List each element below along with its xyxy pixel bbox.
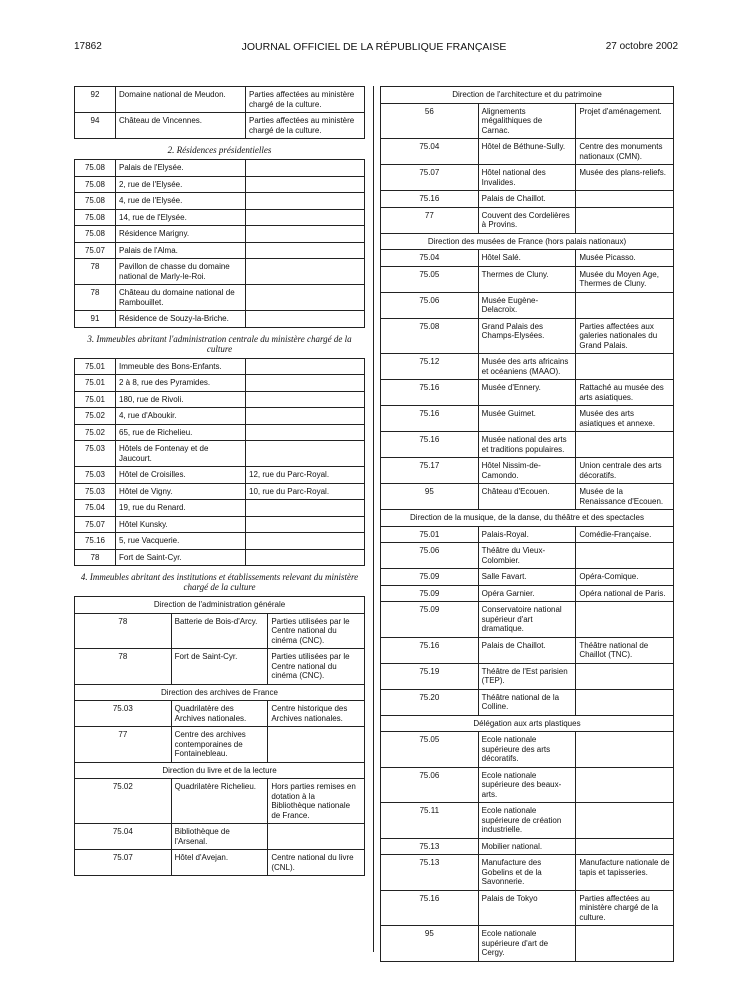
table-row <box>75 441 365 467</box>
dept-code-cell: 75.08 <box>75 193 116 210</box>
table-row <box>75 176 365 193</box>
right-column <box>380 86 674 962</box>
building-name-cell: 2 à 8, rue des Pyramides. <box>116 375 246 392</box>
assignment-cell: Musée Picasso. <box>576 250 674 267</box>
subsection-header: Direction des archives de France <box>75 684 365 701</box>
assignment-cell: Hors parties remises en dotation à la Bibliothèque nationale de France. <box>268 779 365 824</box>
dept-code-cell: 75.07 <box>75 850 172 876</box>
building-name-cell: Hôtel Nissim-de-Camondo. <box>478 458 576 484</box>
table-row <box>381 318 674 354</box>
table-row <box>75 242 365 259</box>
assignment-cell: Musée des plans-reliefs. <box>576 165 674 191</box>
dept-code-cell: 75.02 <box>75 424 116 441</box>
building-name-cell: Couvent des Cordelières à Provins. <box>478 207 576 233</box>
assignment-cell <box>246 285 365 311</box>
building-name-cell: Palais de l'Elysée. <box>116 160 246 177</box>
building-name-cell: Ecole nationale supérieure d'art de Cergy. <box>478 926 576 962</box>
building-name-cell: 65, rue de Richelieu. <box>116 424 246 441</box>
dept-code-cell: 75.09 <box>381 602 479 638</box>
table-row <box>381 458 674 484</box>
dept-code-cell: 75.16 <box>381 432 479 458</box>
table-row <box>381 543 674 569</box>
building-name-cell: 4, rue d'Aboukir. <box>116 408 246 425</box>
table-row <box>381 838 674 855</box>
dept-code-cell: 75.08 <box>75 160 116 177</box>
building-name-cell: Mobilier national. <box>478 838 576 855</box>
assignment-cell <box>576 663 674 689</box>
section-title-4: 4. Immeubles abritant des institutions et établissements relevant du ministère chargé de la culture <box>80 572 359 592</box>
table-row <box>381 292 674 318</box>
table-row <box>75 209 365 226</box>
page-number: 17862 <box>74 41 102 52</box>
building-name-cell: 19, rue du Renard. <box>116 500 246 517</box>
dept-code-cell: 78 <box>75 649 172 685</box>
dept-code-cell: 75.19 <box>381 663 479 689</box>
dept-code-cell: 75.06 <box>381 292 479 318</box>
building-name-cell: Musée Eugène-Delacroix. <box>478 292 576 318</box>
table-row <box>75 483 365 500</box>
assignment-cell <box>246 516 365 533</box>
assignment-cell: Parties affectées au ministère chargé de la culture. <box>246 113 365 139</box>
assignment-cell <box>576 926 674 962</box>
left-column <box>74 86 365 876</box>
table-row <box>75 613 365 649</box>
dept-code-cell: 77 <box>381 207 479 233</box>
table-row <box>75 285 365 311</box>
assignment-cell <box>576 191 674 208</box>
assignment-cell: Parties affectées au ministère chargé de la culture. <box>246 87 365 113</box>
dept-code-cell: 75.03 <box>75 701 172 727</box>
table-row <box>75 113 365 139</box>
building-name-cell: Hôtels de Fontenay et de Jaucourt. <box>116 441 246 467</box>
dept-code-cell: 75.16 <box>381 380 479 406</box>
assignment-cell: Union centrale des arts décoratifs. <box>576 458 674 484</box>
table-row <box>75 701 365 727</box>
building-name-cell: Domaine national de Meudon. <box>116 87 246 113</box>
dept-code-cell: 75.13 <box>381 838 479 855</box>
dept-code-cell: 92 <box>75 87 116 113</box>
table-row <box>75 727 365 763</box>
dept-code-cell: 75.17 <box>381 458 479 484</box>
assignment-cell <box>576 292 674 318</box>
table-row <box>75 424 365 441</box>
assignment-cell: 12, rue du Parc-Royal. <box>246 467 365 484</box>
building-name-cell: Théâtre de l'Est parisien (TEP). <box>478 663 576 689</box>
subsection-header: Direction de la musique, de la danse, du théâtre et des spectacles <box>381 510 674 527</box>
assignment-cell <box>246 500 365 517</box>
assignment-cell <box>246 176 365 193</box>
dept-code-cell: 75.09 <box>381 585 479 602</box>
dept-code-cell: 75.08 <box>75 226 116 243</box>
building-name-cell: Grand Palais des Champs-Elysées. <box>478 318 576 354</box>
assignment-cell: Rattaché au musée des arts asiatiques. <box>576 380 674 406</box>
building-name-cell: Musée Guimet. <box>478 406 576 432</box>
table-row <box>381 484 674 510</box>
table-row <box>381 139 674 165</box>
dept-code-cell: 75.02 <box>75 408 116 425</box>
table-row <box>75 358 365 375</box>
dept-code-cell: 78 <box>75 285 116 311</box>
table-row <box>75 533 365 550</box>
table-row <box>75 516 365 533</box>
dept-code-cell: 75.06 <box>381 767 479 803</box>
assignment-cell <box>246 160 365 177</box>
table-row <box>381 732 674 768</box>
dept-code-cell: 75.08 <box>75 209 116 226</box>
table-row <box>75 850 365 876</box>
building-name-cell: Musée national des arts et traditions populaires. <box>478 432 576 458</box>
building-name-cell: Palais de Tokyo <box>478 890 576 926</box>
table-row <box>381 165 674 191</box>
dept-code-cell: 75.02 <box>75 779 172 824</box>
dept-code-cell: 75.08 <box>381 318 479 354</box>
assignment-cell: Opéra-Comique. <box>576 569 674 586</box>
assignment-cell: Musée du Moyen Age, Thermes de Cluny. <box>576 266 674 292</box>
building-name-cell: Théâtre du Vieux-Colombier. <box>478 543 576 569</box>
table-row <box>75 160 365 177</box>
building-name-cell: Pavillon de chasse du domaine national de Marly-le-Roi. <box>116 259 246 285</box>
building-name-cell: Centre des archives contemporaines de Fontainebleau. <box>171 727 268 763</box>
dept-code-cell: 75.16 <box>381 191 479 208</box>
dept-code-cell: 75.04 <box>75 500 116 517</box>
dept-code-cell: 78 <box>75 549 116 566</box>
dept-code-cell: 75.01 <box>75 358 116 375</box>
building-name-cell: Hôtel national des Invalides. <box>478 165 576 191</box>
building-name-cell: Hôtel Kunsky. <box>116 516 246 533</box>
assignment-cell: Musée des arts asiatiques et annexe. <box>576 406 674 432</box>
dept-code-cell: 75.03 <box>75 483 116 500</box>
building-name-cell: Fort de Saint-Cyr. <box>116 549 246 566</box>
building-name-cell: Hôtel Salé. <box>478 250 576 267</box>
assignment-cell <box>576 732 674 768</box>
building-name-cell: Ecole nationale supérieure des arts décoratifs. <box>478 732 576 768</box>
assignment-cell: Parties utilisées par le Centre national du cinéma (CNC). <box>268 613 365 649</box>
dept-code-cell: 75.13 <box>381 855 479 891</box>
table-row <box>75 311 365 328</box>
building-name-cell: Hôtel de Croisilles. <box>116 467 246 484</box>
assignment-cell <box>576 602 674 638</box>
table-directions <box>380 86 674 962</box>
table-row <box>381 207 674 233</box>
building-name-cell: 180, rue de Rivoli. <box>116 391 246 408</box>
dept-code-cell: 75.16 <box>381 637 479 663</box>
table-institutions <box>74 596 365 876</box>
dept-code-cell: 75.05 <box>381 266 479 292</box>
assignment-cell <box>576 767 674 803</box>
table-row <box>75 226 365 243</box>
building-name-cell: Ecole nationale supérieure de création industrielle. <box>478 803 576 839</box>
building-name-cell: Bibliothèque de l'Arsenal. <box>171 824 268 850</box>
building-name-cell: Palais de Chaillot. <box>478 191 576 208</box>
table-row <box>75 391 365 408</box>
table-row <box>381 689 674 715</box>
assignment-cell <box>246 391 365 408</box>
dept-code-cell: 75.12 <box>381 354 479 380</box>
dept-code-cell: 75.07 <box>75 516 116 533</box>
assignment-cell: Projet d'aménagement. <box>576 103 674 139</box>
subsection-header: Direction du livre et de la lecture <box>75 762 365 779</box>
building-name-cell: 14, rue de l'Elysée. <box>116 209 246 226</box>
assignment-cell: Opéra national de Paris. <box>576 585 674 602</box>
assignment-cell: Comédie-Française. <box>576 526 674 543</box>
assignment-cell: Manufacture nationale de tapis et tapisseries. <box>576 855 674 891</box>
table-row <box>75 375 365 392</box>
table-row <box>381 526 674 543</box>
dept-code-cell: 95 <box>381 484 479 510</box>
dept-code-cell: 94 <box>75 113 116 139</box>
building-name-cell: Palais de l'Alma. <box>116 242 246 259</box>
assignment-cell <box>576 838 674 855</box>
section-title-2: 2. Résidences présidentielles <box>167 145 272 155</box>
table-row <box>75 500 365 517</box>
table-row <box>381 926 674 962</box>
building-name-cell: Alignements mégalithiques de Carnac. <box>478 103 576 139</box>
building-name-cell: Conservatoire national supérieur d'art dramatique. <box>478 602 576 638</box>
building-name-cell: 5, rue Vacquerie. <box>116 533 246 550</box>
dept-code-cell: 75.01 <box>75 375 116 392</box>
dept-code-cell: 91 <box>75 311 116 328</box>
dept-code-cell: 75.04 <box>75 824 172 850</box>
table-row <box>381 432 674 458</box>
assignment-cell <box>576 543 674 569</box>
assignment-cell <box>576 689 674 715</box>
assignment-cell <box>246 311 365 328</box>
building-name-cell: Fort de Saint-Cyr. <box>171 649 268 685</box>
table-row <box>381 354 674 380</box>
building-name-cell: Ecole nationale supérieure des beaux-arts. <box>478 767 576 803</box>
assignment-cell <box>268 727 365 763</box>
building-name-cell: Quadrilatère des Archives nationales. <box>171 701 268 727</box>
assignment-cell: Musée de la Renaissance d'Ecouen. <box>576 484 674 510</box>
dept-code-cell: 95 <box>381 926 479 962</box>
table-row <box>381 250 674 267</box>
table-row <box>381 602 674 638</box>
table-row <box>381 191 674 208</box>
building-name-cell: Immeuble des Bons-Enfants. <box>116 358 246 375</box>
table-row <box>75 467 365 484</box>
building-name-cell: Château du domaine national de Rambouillet. <box>116 285 246 311</box>
section-title-3: 3. Immeubles abritant l'administration centrale du ministère chargé de la culture <box>87 333 352 354</box>
table-row <box>75 649 365 685</box>
journal-title: JOURNAL OFFICIEL DE LA RÉPUBLIQUE FRANÇAISE <box>241 41 507 53</box>
assignment-cell <box>246 424 365 441</box>
assignment-cell <box>246 549 365 566</box>
issue-date: 27 octobre 2002 <box>605 41 678 52</box>
dept-code-cell: 56 <box>381 103 479 139</box>
table-row <box>381 890 674 926</box>
assignment-cell <box>246 375 365 392</box>
column-divider <box>373 86 374 952</box>
assignment-cell: Centre historique des Archives nationales. <box>268 701 365 727</box>
dept-code-cell: 75.07 <box>381 165 479 191</box>
building-name-cell: Opéra Garnier. <box>478 585 576 602</box>
dept-code-cell: 75.04 <box>381 139 479 165</box>
building-name-cell: Palais-Royal. <box>478 526 576 543</box>
building-name-cell: Salle Favart. <box>478 569 576 586</box>
building-name-cell: Quadrilatère Richelieu. <box>171 779 268 824</box>
assignment-cell <box>246 408 365 425</box>
table-row <box>381 569 674 586</box>
table-administration <box>74 358 365 567</box>
assignment-cell <box>246 358 365 375</box>
building-name-cell: Musée des arts africains et océaniens (MAAO). <box>478 354 576 380</box>
dept-code-cell: 75.11 <box>381 803 479 839</box>
table-row <box>381 663 674 689</box>
assignment-cell <box>246 259 365 285</box>
building-name-cell: 4, rue de l'Elysée. <box>116 193 246 210</box>
building-name-cell: Musée d'Ennery. <box>478 380 576 406</box>
dept-code-cell: 75.16 <box>381 890 479 926</box>
table-residences <box>74 159 365 328</box>
dept-code-cell: 75.01 <box>381 526 479 543</box>
table-row <box>381 767 674 803</box>
assignment-cell <box>576 207 674 233</box>
table-row <box>75 824 365 850</box>
table-row <box>381 855 674 891</box>
table-row <box>75 259 365 285</box>
subsection-header: Direction des musées de France (hors palais nationaux) <box>381 233 674 250</box>
assignment-cell <box>576 354 674 380</box>
assignment-cell <box>246 533 365 550</box>
building-name-cell: Hôtel de Béthune-Sully. <box>478 139 576 165</box>
dept-code-cell: 75.01 <box>75 391 116 408</box>
table-row <box>381 380 674 406</box>
table-domaines <box>74 86 365 139</box>
dept-code-cell: 75.03 <box>75 441 116 467</box>
assignment-cell <box>268 824 365 850</box>
building-name-cell: Théâtre national de la Colline. <box>478 689 576 715</box>
subsection-header: Direction de l'administration générale <box>75 597 365 614</box>
dept-code-cell: 75.05 <box>381 732 479 768</box>
assignment-cell <box>576 803 674 839</box>
building-name-cell: Résidence Marigny. <box>116 226 246 243</box>
dept-code-cell: 75.20 <box>381 689 479 715</box>
dept-code-cell: 75.16 <box>75 533 116 550</box>
table-row <box>381 803 674 839</box>
assignment-cell: Parties utilisées par le Centre national du cinéma (CNC). <box>268 649 365 685</box>
table-row <box>75 549 365 566</box>
dept-code-cell: 75.07 <box>75 242 116 259</box>
dept-code-cell: 75.09 <box>381 569 479 586</box>
table-row <box>381 637 674 663</box>
assignment-cell: Parties affectées au ministère chargé de la culture. <box>576 890 674 926</box>
dept-code-cell: 78 <box>75 259 116 285</box>
dept-code-cell: 75.04 <box>381 250 479 267</box>
building-name-cell: Résidence de Souzy-la-Briche. <box>116 311 246 328</box>
building-name-cell: Hôtel d'Avejan. <box>171 850 268 876</box>
table-row <box>381 406 674 432</box>
building-name-cell: Château d'Ecouen. <box>478 484 576 510</box>
dept-code-cell: 77 <box>75 727 172 763</box>
assignment-cell: Parties affectées aux galeries nationales du Grand Palais. <box>576 318 674 354</box>
assignment-cell <box>246 209 365 226</box>
dept-code-cell: 75.06 <box>381 543 479 569</box>
assignment-cell: Théâtre national de Chaillot (TNC). <box>576 637 674 663</box>
building-name-cell: 2, rue de l'Elysée. <box>116 176 246 193</box>
table-row <box>75 87 365 113</box>
table-row <box>75 779 365 824</box>
assignment-cell <box>246 242 365 259</box>
table-row <box>75 193 365 210</box>
assignment-cell <box>246 226 365 243</box>
dept-code-cell: 78 <box>75 613 172 649</box>
subsection-header: Direction de l'architecture et du patrimoine <box>381 87 674 104</box>
building-name-cell: Château de Vincennes. <box>116 113 246 139</box>
dept-code-cell: 75.03 <box>75 467 116 484</box>
table-row <box>381 585 674 602</box>
assignment-cell <box>246 441 365 467</box>
assignment-cell: Centre des monuments nationaux (CMN). <box>576 139 674 165</box>
building-name-cell: Thermes de Cluny. <box>478 266 576 292</box>
assignment-cell: Centre national du livre (CNL). <box>268 850 365 876</box>
assignment-cell: 10, rue du Parc-Royal. <box>246 483 365 500</box>
building-name-cell: Batterie de Bois-d'Arcy. <box>171 613 268 649</box>
building-name-cell: Manufacture des Gobelins et de la Savonnerie. <box>478 855 576 891</box>
building-name-cell: Palais de Chaillot. <box>478 637 576 663</box>
table-row <box>381 266 674 292</box>
assignment-cell <box>576 432 674 458</box>
dept-code-cell: 75.16 <box>381 406 479 432</box>
subsection-header: Délégation aux arts plastiques <box>381 715 674 732</box>
dept-code-cell: 75.08 <box>75 176 116 193</box>
building-name-cell: Hôtel de Vigny. <box>116 483 246 500</box>
assignment-cell <box>246 193 365 210</box>
table-row <box>381 103 674 139</box>
table-row <box>75 408 365 425</box>
